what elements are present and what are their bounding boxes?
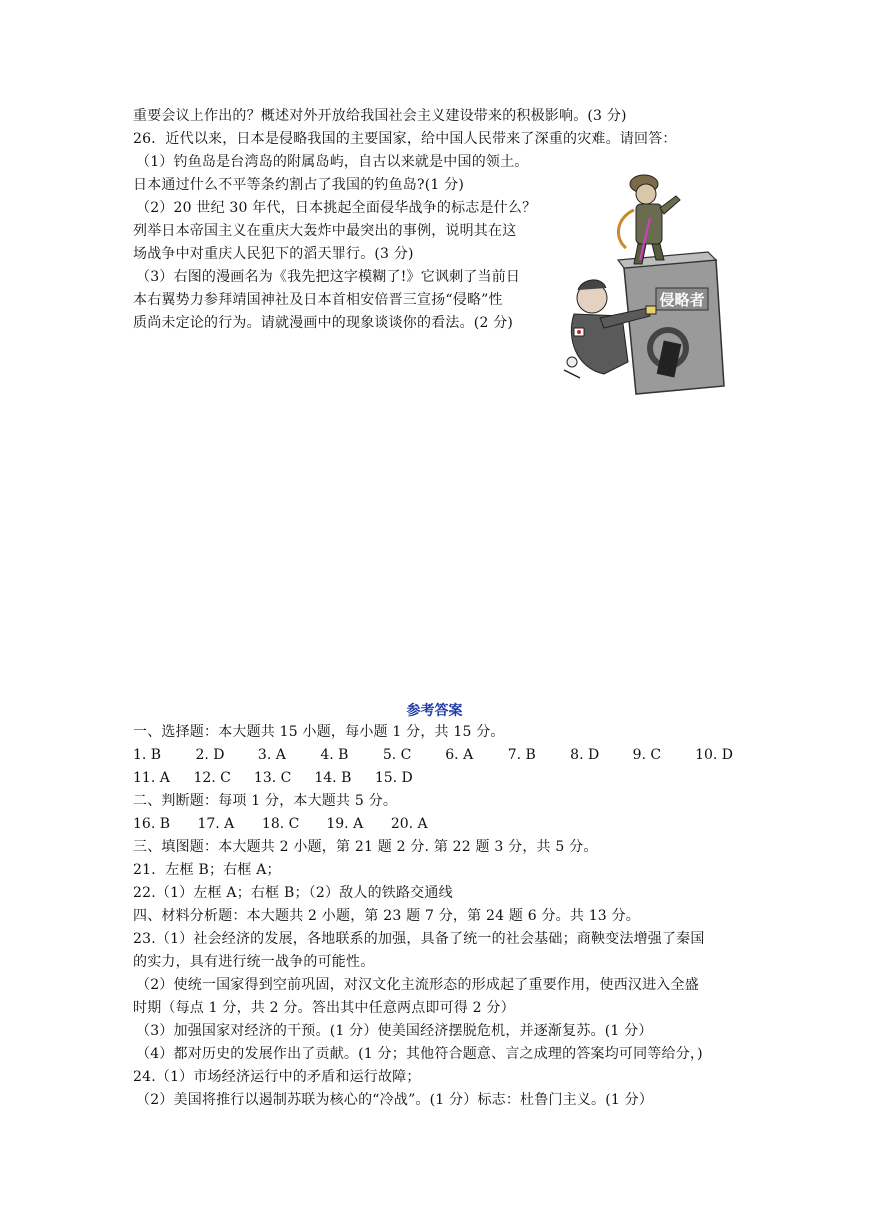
answer-23-3: （3）加强国家对经济的干预。(1 分）使美国经济摆脱危机，并逐渐复苏。(1 分） bbox=[136, 1023, 653, 1039]
question-26-intro: 26．近代以来，日本是侵略我国的主要国家，给中国人民带来了深重的灾难。请回答： bbox=[133, 131, 677, 147]
question-26-2-cont2: 场战争中对重庆人民犯下的滔天罪行。(3 分) bbox=[133, 246, 414, 262]
monument-inscription: 侵略者 bbox=[659, 291, 705, 309]
answer-23-2: （2）使统一国家得到空前巩固，对汉文化主流形态的形成起了重要作用，使西汉进入全盛 bbox=[136, 977, 699, 993]
section4-heading: 四、材料分析题：本大题共 2 小题，第 23 题 7 分，第 24 题 6 分。共 13 分。 bbox=[133, 908, 640, 924]
answer-23-2-cont: 时期（每点 1 分，共 2 分。答出其中任意两点即可得 2 分） bbox=[133, 1000, 515, 1016]
answer-23-1: 23.（1）社会经济的发展，各地联系的加强，具备了统一的社会基础；商鞅变法增强了秦国 bbox=[133, 931, 705, 947]
choice-answer: 1. B bbox=[133, 747, 162, 763]
answer-22: 22.（1）左框 A；右框 B；（2）敌人的铁路交通线 bbox=[133, 885, 453, 901]
choice-answers-row1 bbox=[133, 745, 733, 765]
question-26-2: （2）20 世纪 30 年代，日本挑起全面侵华战争的标志是什么？ bbox=[136, 200, 537, 216]
choice-answer: 15. D bbox=[374, 770, 413, 786]
judgement-answer: 17. A bbox=[197, 816, 235, 832]
choice-answer: 8. D bbox=[570, 747, 600, 763]
judgement-answer: 20. A bbox=[390, 816, 428, 832]
section2-heading: 二、判断题：每项 1 分，本大题共 5 分。 bbox=[133, 793, 398, 809]
question-26-2-cont: 列举日本帝国主义在重庆大轰炸中最突出的事例，说明其在这 bbox=[133, 223, 517, 239]
answer-24-1: 24.（1）市场经济运行中的矛盾和运行故障； bbox=[133, 1069, 421, 1085]
choice-answer: 13. C bbox=[253, 770, 292, 786]
judgement-answers-row bbox=[133, 814, 428, 834]
question-26-3-cont2: 质尚未定论的行为。请就漫画中的现象谈谈你的看法。(2 分) bbox=[133, 315, 514, 331]
judgement-answer: 18. C bbox=[261, 816, 300, 832]
choice-answer: 9. C bbox=[632, 747, 662, 763]
choice-answer: 12. C bbox=[193, 770, 231, 786]
judgement-answer: 19. A bbox=[326, 816, 364, 832]
choice-answer: 5. C bbox=[382, 747, 412, 763]
answer-23-1-cont: 的实力，具有进行统一战争的可能性。 bbox=[133, 954, 375, 970]
choice-answer: 14. B bbox=[314, 770, 352, 786]
answer-21: 21．左框 B；右框 A； bbox=[133, 862, 281, 878]
question-26-1: （1）钓鱼岛是台湾岛的附属岛屿，自古以来就是中国的领土。 bbox=[136, 154, 529, 170]
question-26-3: （3）右图的漫画名为《我先把这字模糊了!》它讽刺了当前日 bbox=[136, 269, 521, 285]
choice-answers-row2 bbox=[133, 768, 413, 788]
choice-answer: 2. D bbox=[195, 747, 225, 763]
choice-answer: 10. D bbox=[695, 747, 734, 763]
question-26-3-cont: 本右翼势力参拜靖国神社及日本首相安倍晋三宣扬“侵略”性 bbox=[133, 292, 503, 308]
choice-answer: 3. A bbox=[257, 747, 286, 763]
choice-answer: 6. A bbox=[445, 747, 474, 763]
answers-title: 参考答案 bbox=[406, 703, 463, 719]
choice-answer: 4. B bbox=[320, 747, 349, 763]
answer-23-4: （4）都对历史的发展作出了贡献。(1 分；其他符合题意、言之成理的答案均可同等给分，) bbox=[136, 1046, 703, 1062]
cartoon-illustration bbox=[556, 148, 732, 396]
section1-heading: 一、选择题：本大题共 15 小题，每小题 1 分，共 15 分。 bbox=[133, 724, 505, 740]
choice-answer: 7. B bbox=[507, 747, 536, 763]
answer-24-2: （2）美国将推行以遏制苏联为核心的“冷战”。(1 分）标志：杜鲁门主义。(1 分） bbox=[136, 1092, 654, 1108]
judgement-answer: 16. B bbox=[133, 816, 171, 832]
question-line: 重要会议上作出的？概述对外开放给我国社会主义建设带来的积极影响。(3 分) bbox=[133, 108, 627, 124]
section3-heading: 三、填图题：本大题共 2 小题，第 21 题 2 分. 第 22 题 3 分，共 5 分。 bbox=[133, 839, 598, 855]
question-26-1-cont: 日本通过什么不平等条约割占了我国的钓鱼岛?(1 分) bbox=[133, 177, 464, 193]
choice-answer: 11. A bbox=[133, 770, 170, 786]
